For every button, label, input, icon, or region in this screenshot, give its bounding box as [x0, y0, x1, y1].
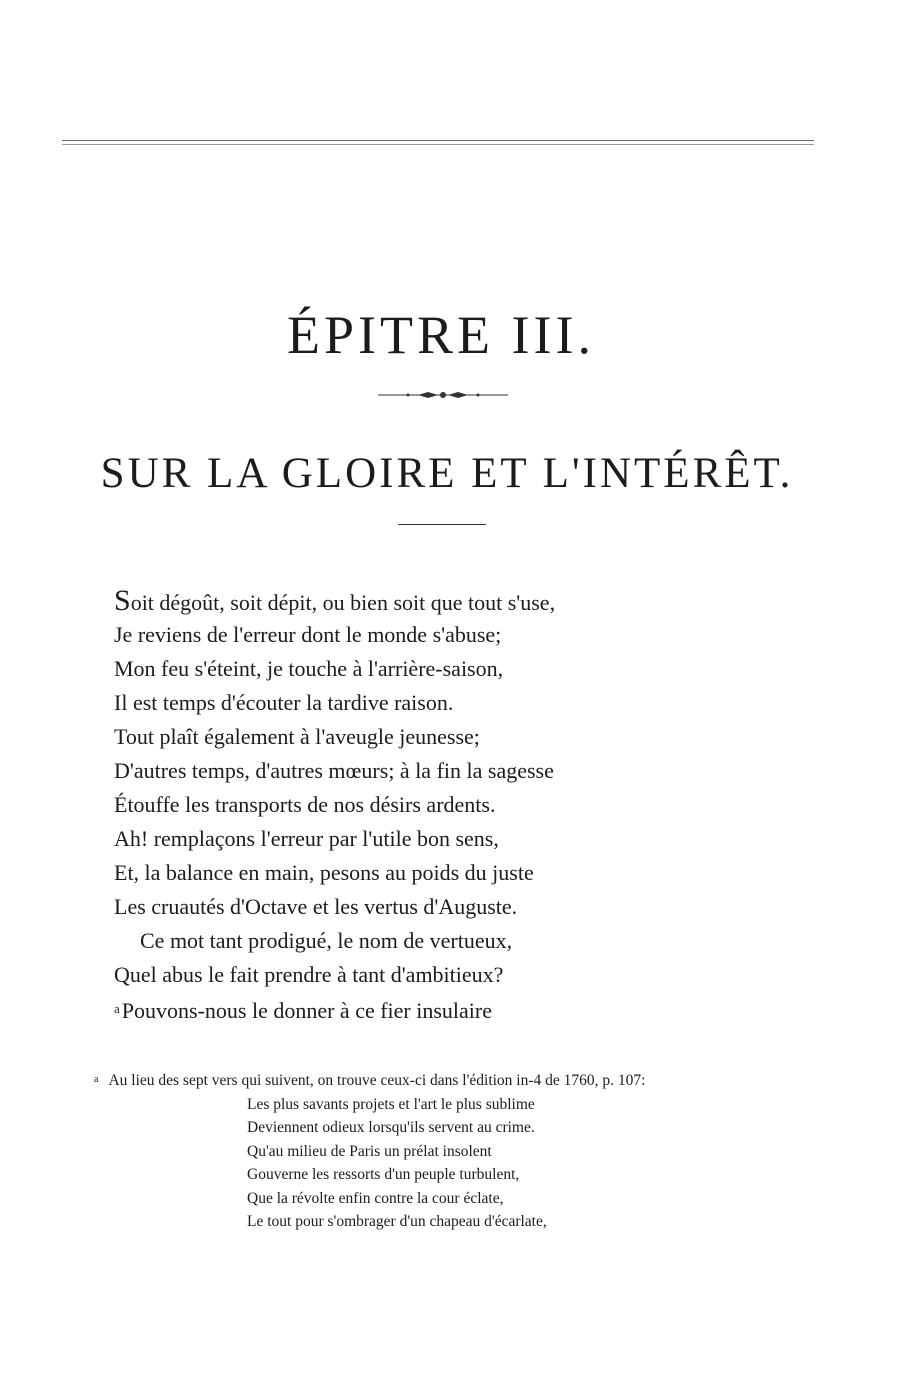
footnote-reference: a [114, 1001, 120, 1016]
poem-line-9: Et, la balance en main, pesons au poids du juste [114, 860, 534, 885]
poem-line-4: Il est temps d'écouter la tardive raison. [114, 690, 454, 715]
page-subtitle: SUR LA GLOIRE ET L'INTÉRÊT. [100, 450, 794, 497]
initial-letter: S [114, 584, 131, 617]
poem-line-8: Ah! remplaçons l'erreur par l'utile bon sens, [114, 826, 499, 851]
poem-line-5: Tout plaît également à l'aveugle jeunesse; [114, 724, 480, 749]
footnote-verse-4: Gouverne les ressorts d'un peuple turbulent, [247, 1166, 520, 1183]
poem-line-1 [114, 584, 754, 618]
footnote-verse-1: Les plus savants projets et l'art le plus sublime [247, 1095, 535, 1113]
poem-line-2: Je reviens de l'erreur dont le monde s'abuse; [114, 622, 502, 647]
footnote [94, 1068, 824, 1234]
footnote-marker: a [94, 1074, 99, 1085]
poem-line-13-text: Pouvons-nous le donner à ce fier insulaire [121, 998, 493, 1023]
header-double-rule [62, 140, 814, 145]
footnote-verse-6: Le tout pour s'ombrager d'un chapeau d'écarlate, [247, 1213, 547, 1230]
poem-line-11: Ce mot tant prodigué, le nom de vertueux, [140, 928, 513, 953]
poem-body [114, 584, 754, 1026]
poem-line-12: Quel abus le fait prendre à tant d'ambitieux? [114, 962, 504, 987]
footnote-intro-text: Au lieu des sept vers qui suivent, on trouve ceux-ci dans l'édition in-4 de 1760, p. 107: [108, 1072, 646, 1089]
footnote-verse-3: Qu'au milieu de Paris un prélat insolent [247, 1142, 492, 1160]
short-divider [398, 524, 486, 525]
poem-line-1-text: oit dégoût, soit dépit, ou bien soit que tout s'use, [130, 590, 556, 615]
poem-line-13 [114, 992, 754, 1026]
poem-line-7: Étouffe les transports de nos désirs ardents. [114, 792, 496, 817]
footnote-verse-5: Que la révolte enfin contre la cour éclate, [247, 1189, 504, 1207]
poem-line-10: Les cruautés d'Octave et les vertus d'Auguste. [114, 894, 518, 919]
poem-line-6: D'autres temps, d'autres mœurs; à la fin la sagesse [114, 758, 554, 783]
footnote-verse-2: Deviennent odieux lorsqu'ils servent au crime. [247, 1119, 535, 1136]
poem-line-3: Mon feu s'éteint, je touche à l'arrière-saison, [114, 656, 504, 681]
footnote-intro-line [94, 1068, 824, 1093]
page-title: ÉPITRE III. [287, 305, 595, 365]
ornament-divider-icon [378, 388, 508, 402]
